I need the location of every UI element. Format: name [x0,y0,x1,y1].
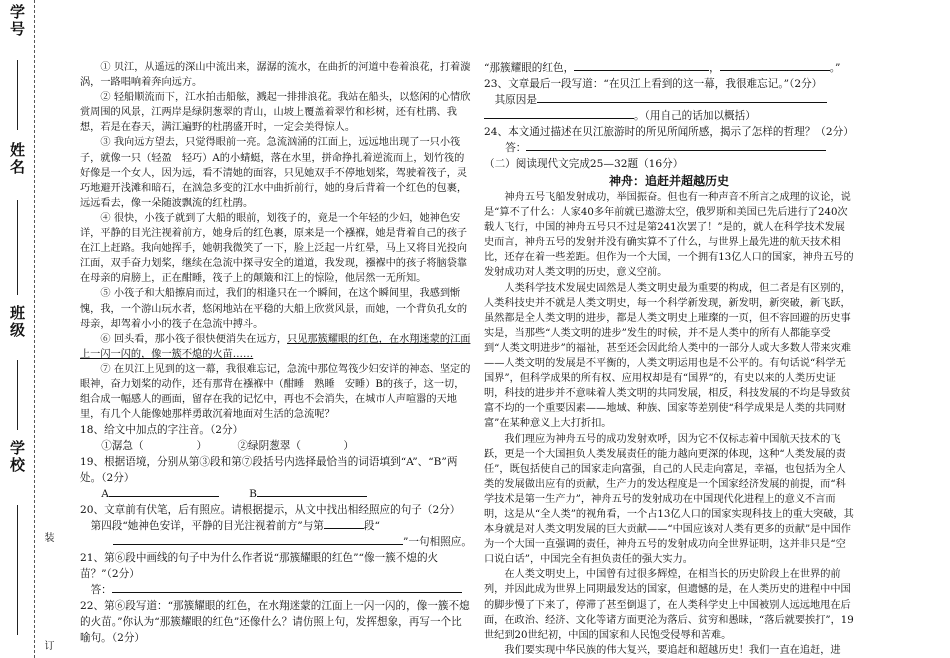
name-line [17,200,18,295]
student-id-line [17,60,18,130]
q20-para-blank[interactable] [324,518,364,529]
passage2-para: 人类科学技术发展史固然是人类文明史最为重要的构成，但二者是有区别的，人类科技史并不就是人类文明史，每一个科学新发现，新发明，新突破，新飞跃，虽然都是全人类文明的进步，都是人类文明史上璀璨的一页，但不容回避的历史事实是，当那些“人类文明的进步”发生的时候，并不是人类中的所有人都能享受到“人类文明进步”的福祉，甚至还会因此给人类中的一部分人或大多数人带来灾难——人类文明的发展是不平衡的，人类文明运用也是不公平的。有句话说“科学无国界”，但科学成果的所有权、应用权却是有“国界”的，有史以来的人类历史证明，科技的进步并不意味着人类文明的共同发展，相反，科技发展的不均是导致贫富不均的一个重要因素——地域、种族、国家等差别使“科学成果是人类的共同财富”在某种意义上大打折扣。 [484,282,851,430]
q20-prompt: 第四段“她神色安详，平静的目光注视着前方”与第 [90,520,324,533]
right-column [484,60,854,658]
question-21-answer [80,582,472,598]
q19-b-label: B [249,488,257,501]
section-2-heading: （二）阅读现代文完成25—32题（16分） [484,158,684,170]
q21-answer-blank[interactable] [112,582,462,593]
question-22: 22、第⑥段写道：“那簇耀眼的红色，在水翔迷蒙的江面上一闪一闪的，像一簇不熄的火苗。”你认为“那簇耀眼的红色”还像什么？请仿照上句，发挥想象，再写一个比喻句。（2分） [80,600,470,645]
passage1-para: ② 轻船顺流而下，江水拍击船舷，溅起一排排浪花。我站在船头，以悠闲的心情欣赏周围的风景，江两岸是绿阴葱翠的青山，山坡上覆盖着翠竹和杉树，还有杜鹃、我想，若是在春天，满江遍野的杜鹃盛开时，一定会美得惊人。 [80,92,471,134]
q19-b-blank[interactable] [257,486,367,497]
q18-item-2: ②绿阴葱翠（ ） [237,440,354,453]
question-19-answers [80,486,472,502]
q22-comma: ， [709,62,720,74]
passage1-para: ④ 很快，小筏子就到了大船的眼前，划筏子的，竟是一个年轻的少妇，她神色安详，平静的目光注视着前方，她身后的红色裹，原来是一个襁褓，她是背着自己的孩子在江上赶路。我向她挥手，她朝我微笑了一下，脸上泛起一片红晕，马上又将目光投向江面，双手奋力划桨，继续在急流中探寻安全的道道，我发现，襁褓中的孩子将脑袋靠在母亲的肩膀上，正在酣睡，筏子上的颠簸和江上的惊险，他居然一无所知。 [80,212,468,285]
passage2-title: 神舟：追赶并超越历史 [608,174,729,188]
q18-item-1: ①潺急（ ） [101,440,208,453]
question-24: 24、本文通过描述在贝江旅游时的所见所闻所感，揭示了怎样的哲理？（2分） [484,126,854,138]
q20-mid: 段“ [363,520,380,533]
q22-cont: “那簇耀眼的红色， [484,62,575,74]
passage1-para: ⑦ 在贝江上见到的这一幕，我很难忘记，急流中那位驾筏少妇安详的神态、坚定的眼神，奋力划桨的动作，还有那背在襁褓中（酣睡 熟睡 安睡）B的孩子，这一切，组合成一幅感人的画面，留存在我的记忆中，再也不会消失，在城市人声喧嚣的天地里，有几个人能像她那样勇敢沉着地面对生活的急流呢？ [80,363,471,421]
question-18-items [80,438,472,454]
question-18: 18、给文中加点的字注音。（2分） [80,424,244,437]
passage2-para: 在人类文明史上，中国曾有过很多辉煌，在相当长的历史阶段上在世界的前列，并因此成为世界上同期最发达的国家，但遗憾的是，在人类历史的进程中中国的脚步慢了下来了，停滞了甚至倒退了，在人类科学史上中国被别人远远地甩在后面，在政治、经济、文化等诸方面更沦为落后、贫穷和愚昧，“落后就要挨打”，19世纪到20世纪初，中国的国家和人民饱受侵辱和苦难。 [484,569,854,641]
binding-mark-ding: 订 [42,640,53,650]
passage1-para: ⑤ 小筏子和大船擦肩而过，我们的相逢只在一个瞬间，在这个瞬间里，我感到惭愧，我，一个游山玩水者，悠闲地站在平稳的大船上欣赏风景，而她，一个背负孔女的母亲，却驾着小小的筏子在急流中搏斗。 [80,288,468,330]
para6-underlined-sentence: 只见那簇耀眼的红色，在水翔迷蒙的江面上一闪一闪的，像一簇不熄的火苗…… [80,333,471,360]
school-line [17,505,18,635]
class-label: 班级 [8,305,26,339]
q21-answer-label: 答： [90,584,112,597]
name-label: 姓名 [8,142,26,176]
q24-answer-blank[interactable] [526,140,826,151]
passage1-para: ③ 我向远方望去，只觉得眼前一亮。急流汹涌的江面上，远远地出现了一只小筏子，就像一只（轻盈 轻巧）A的小蜻蜓，落在水里，拼命挣扎着逆流而上，划竹筏的好像是一个女人，因为远，看不清她的面容，只见她双手不停地划桨，驾驶着筏子，灵巧地避开浅滩和暗石，在汹急多变的江水中曲折前行，她的身后背着一个红色的包裹，远远看去，像一朵随波飘流的红杜鹃。 [80,137,468,209]
question-20-line2 [80,534,472,550]
q22-blank-2[interactable] [720,60,830,71]
q22-blank-1[interactable] [574,60,709,71]
question-23-reason [484,92,854,108]
question-23-note-line [484,108,854,124]
student-id-label: 学号 [8,4,26,38]
para6-text: ⑥ 回头看，那小筏子很快便消失在远方， [100,333,288,345]
left-column [80,60,472,646]
question-20-line [80,518,472,534]
question-19: 19、根据语境，分别从第③段和第⑦段括号内选择最恰当的词语填到“A”、“B”两处。（2分） [80,456,458,485]
binding-gutter [0,0,62,658]
q23-reason-blank-2[interactable] [484,108,634,119]
passage1-para-6 [80,332,472,362]
binding-mark-zhuang: 装 [42,532,53,542]
question-23: 23、文章最后一段写道：“在贝江上看到的这一幕，我很难忘记。”（2分） [484,78,823,90]
question-21: 21、第⑥段中画线的句子中为什么作者说“那簇耀眼的红色”“像一簇不熄的火苗？”（2分） [80,552,439,581]
passage2-para: 我们理应为神舟五号的成功发射欢呼，因为它不仅标志着中国航天技术的飞跃，更是一个大国担负人类发展责任的能力越向更深的体现，这种“人类发展的责任”，既包括使自己的国家走向富强，自己的人民走向富足，幸福，也包括为全人类的发展做出应有的贡献，生产力的发达程度是一个国家经济发展的前提，而“科学技术是第一生产力”，神舟五号的发射成功在中国现代化进程上的意义不言而明，这是从“全人类”的视角看，一个占13亿人口的国家实现科技上的重大突破，其本身就是对人类文明发展的巨大贡献——“中国应该对人类有更多的贡献”是中国作为一个大国一直强调的责任，神舟五号的发射成功向全世界证明，这并非只是“空口说白话”，中国完全有担负责任的强大实力。 [484,433,854,566]
q23-note: 。（用自己的话加以概括） [634,110,756,122]
q22-end: 。” [829,62,841,74]
q19-a-blank[interactable] [109,486,219,497]
passage2-para: 我们要实现中华民族的伟大复兴，要追赶和超越历史！我们一直在追赶，进 [504,644,841,656]
question-24-answer [484,140,854,156]
question-20: 20、文章前有伏笔，后有照应。请根据提示，从文中找出相经照应的句子（2分） [80,504,461,517]
passage1-para: ① 贝江，从遥远的深山中流出来，潺潺的流水，在曲折的河道中卷着浪花，打着漩涡，一路唱响着奔向远方。 [80,62,471,89]
passage2-para: 神舟五号飞船发射成功，举国振奋。但也有一种声音不所言之成理的议论，说是“算不了什么：人家40多年前就已遨游太空，俄罗斯和美国已先后进行了240次载人飞行，中国的神舟五号只不过是第241次罢了！”是的，就人在科学技术发展史而言，神舟五号的发射并没有确实算不了什么，与世界上最先进的航天技术相比，还存在着一些差距。但作为一个大国，一个拥有13亿人口的国家，神舟五号的发射成功对人类文明的历史，意义空前。 [484,192,854,279]
q20-sentence-blank[interactable] [113,534,403,545]
school-label: 学校 [8,440,26,474]
question-22-continued [484,60,854,76]
binding-line [34,0,35,658]
q19-a-label: A [101,488,109,501]
q23-reason-label: 其原因是 [494,94,537,106]
class-line [17,360,18,430]
q20-end: ”一句相照应。 [403,536,472,549]
q24-answer-label: 答： [505,142,527,154]
q23-reason-blank[interactable] [537,92,827,103]
